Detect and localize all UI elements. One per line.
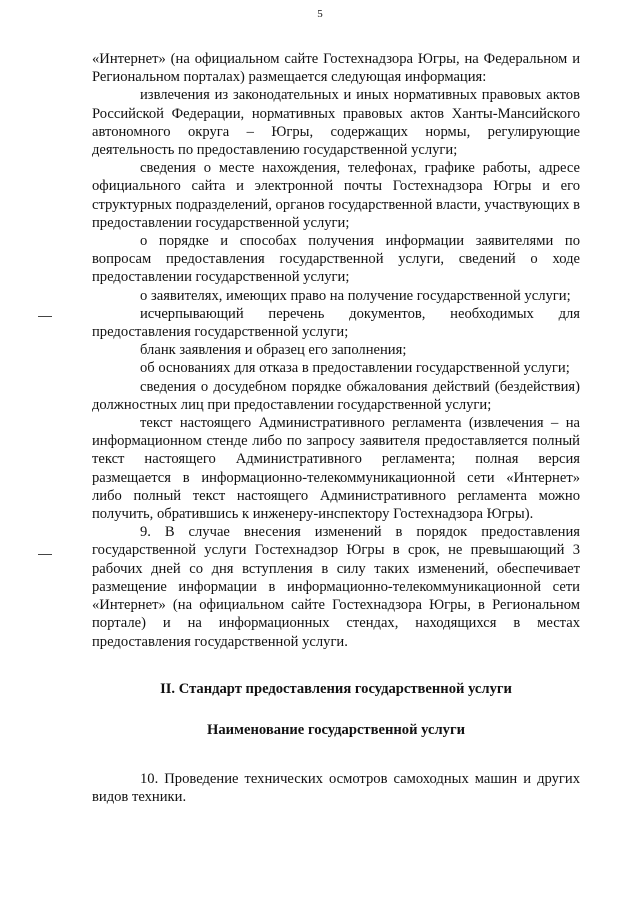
paragraph: сведения о досудебном порядке обжалования действий (бездействия) должностных лиц при предоставлении государственной услуги; <box>92 378 580 413</box>
paragraph: исчерпывающий перечень документов, необходимых для предоставления государственной услуги; <box>92 305 580 341</box>
paragraph: о порядке и способах получения информации заявителями по вопросам предоставления государственной услуги, сведений о ходе предоставлении государственной услуги; <box>92 233 580 286</box>
paragraph: извлечения из законодательных и иных нормативных правовых актов Российской Федерации, нормативных правовых актов Ханты-Мансийского автономного округа – Югры, содержащих нормы, регулирующие деятельность по предоставлению государственной услуги; <box>92 87 580 159</box>
margin-mark <box>38 316 52 317</box>
section-heading: II. Стандарт предоставления государственной услуги <box>160 680 512 697</box>
document-body <box>92 50 580 807</box>
subheading: Наименование государственной услуги <box>207 721 465 738</box>
page-number: 5 <box>317 8 323 20</box>
paragraph: сведения о месте нахождения, телефонах, графике работы, адресе официального сайта и электронной почты Гостехнадзора Югры и его структурных подразделений, органов государственной власти, участвующих в предоставлении государственной услуги; <box>92 160 580 231</box>
paragraph: «Интернет» (на официальном сайте Гостехнадзора Югры, на Федеральном и Региональном порталах) размещается следующая информация: <box>92 51 580 86</box>
paragraph: текст настоящего Административного регламента (извлечения – на информационном стенде либо по запросу заявителя предоставляется полный текст настоящего Административного регламента; полная версия размещается в информационно-телекоммуникационной сети «Интернет» либо полный текст настоящего Административного регламента можно получить, обратившись к инженеру-инспектору Гостехнадзора Югры). <box>92 415 580 523</box>
margin-mark <box>38 554 52 555</box>
paragraph: об основаниях для отказа в предоставлении государственной услуги; <box>140 360 570 377</box>
paragraph: 9. В случае внесения изменений в порядок предоставления государственной услуги Гостехнадзор Югры в срок, не превышающий 3 рабочих дней со дня вступления в силу таких изменений, обеспечивает размещение информации в информационно-телекоммуникационной сети «Интернет» (на официальном сайте Гостехнадзора Югры, в Региональном портале) и на информационных стендах, находящихся в местах предоставления государственной услуги. <box>92 524 580 650</box>
paragraph: бланк заявления и образец его заполнения; <box>140 342 407 359</box>
paragraph: о заявителях, имеющих право на получение государственной услуги; <box>140 287 571 304</box>
paragraph: 10. Проведение технических осмотров самоходных машин и других видов техники. <box>92 771 580 806</box>
